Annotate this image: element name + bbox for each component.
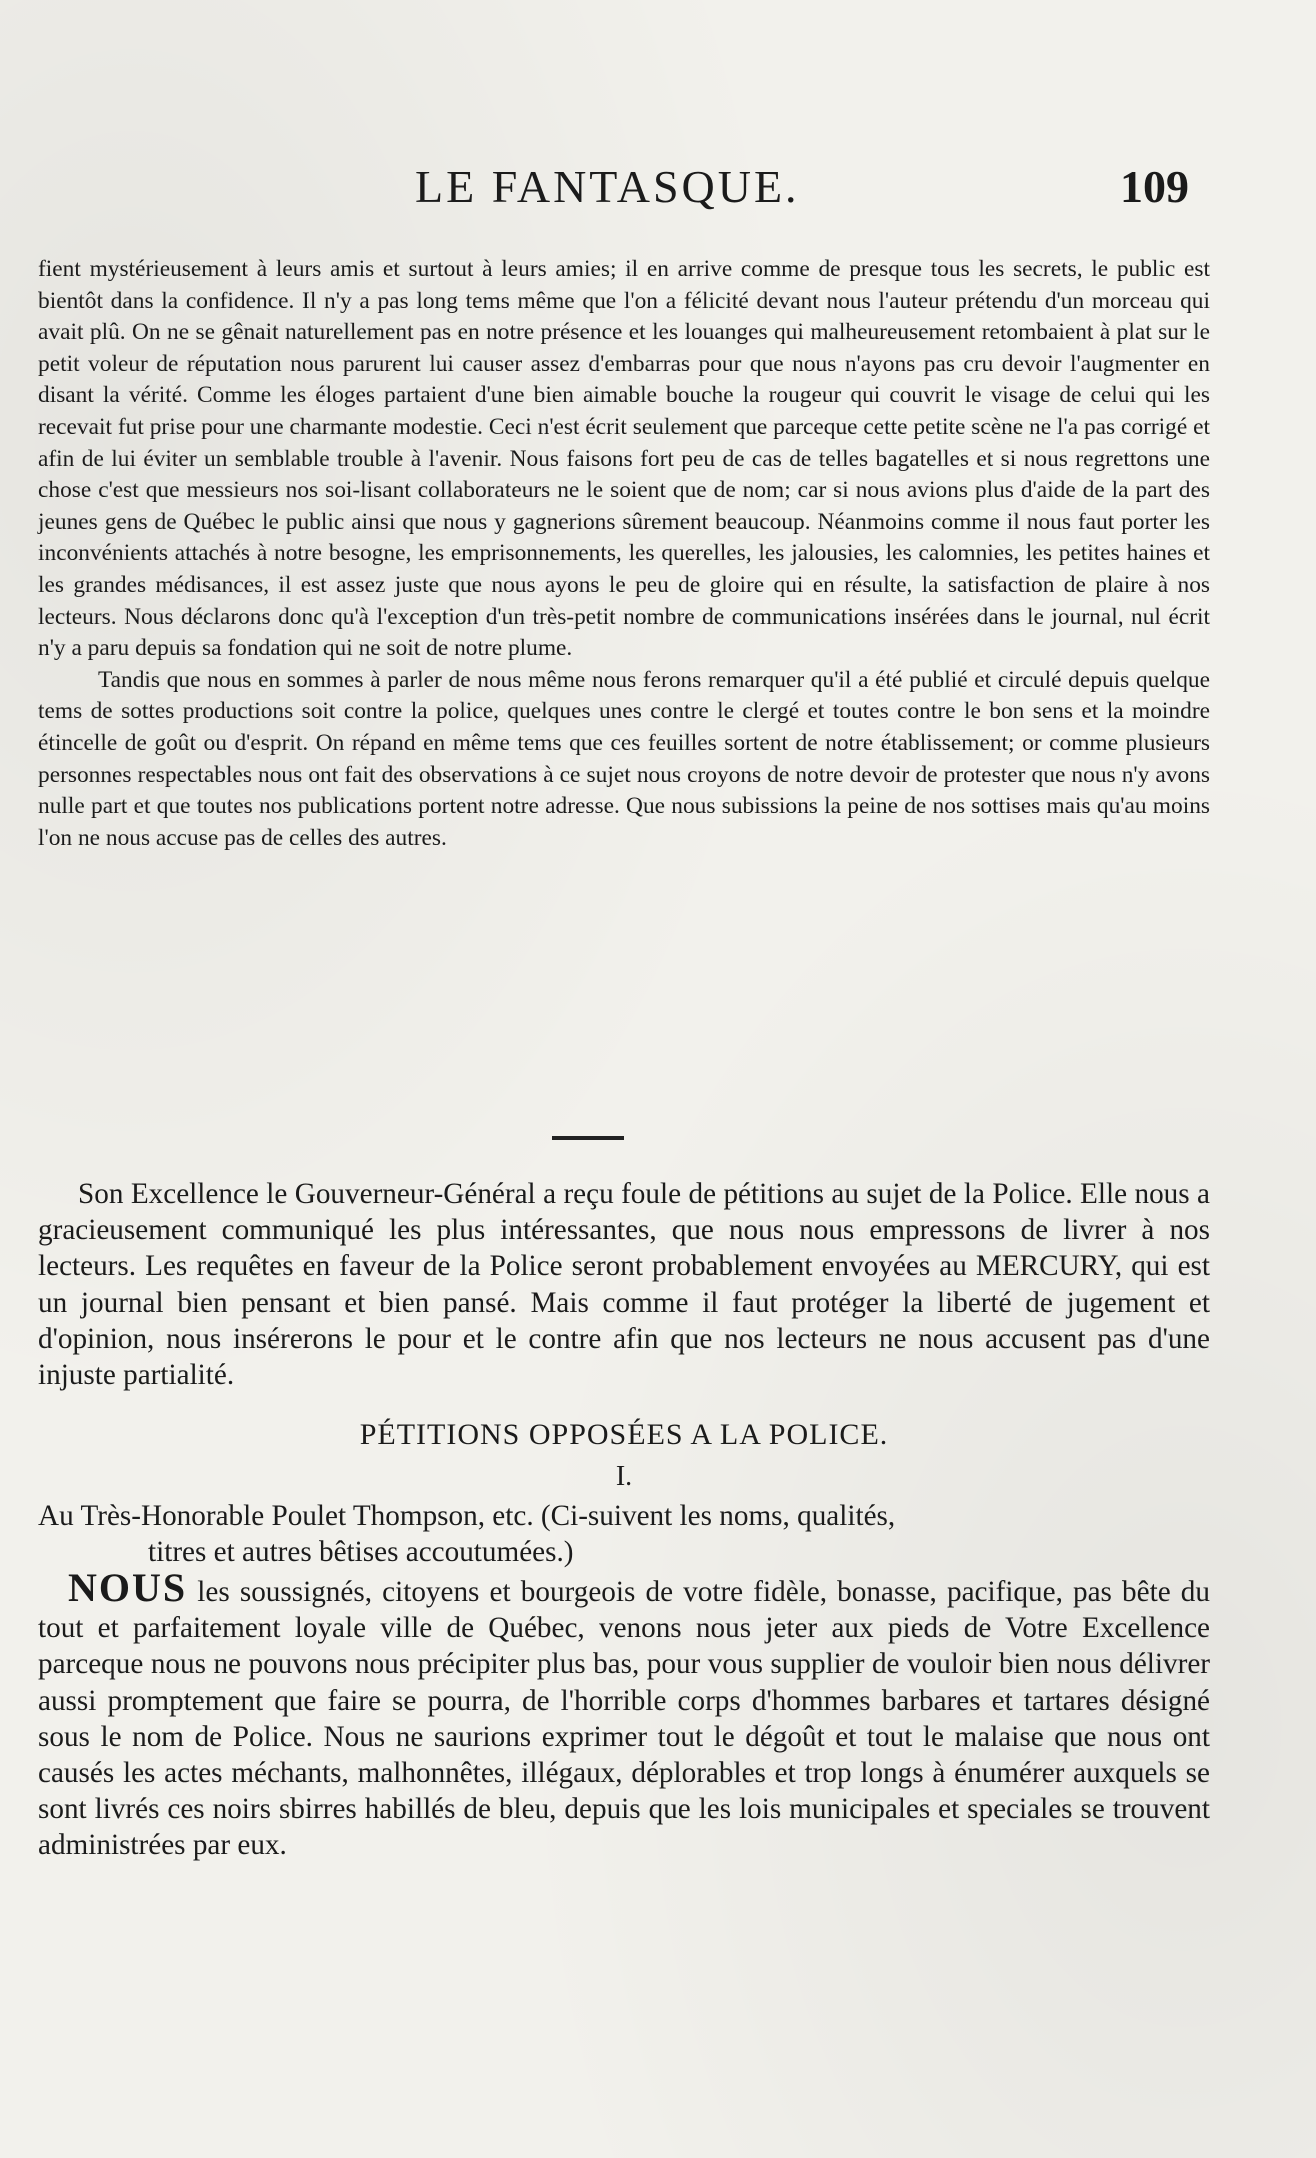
section-heading: PÉTITIONS OPPOSÉES A LA POLICE. <box>359 1418 889 1452</box>
running-title: LE FANTASQUE. <box>415 161 800 212</box>
address-line: titres et autres bêtises accoutumées.) <box>148 1535 574 1568</box>
paragraph: fient mystérieusement à leurs amis et surtout à leurs amies; il en arrive comme de presque tous les secrets, le public est bientôt dans la confidence. Il n'y a pas long tems même que l'on a félicité devant nous l'auteur prétendu d'un morceau qui avait plû. On ne se gênait naturellement pas en notre présence et les louanges qui malheureusement retombaient à plat sur le petit voleur de réputation nous parurent lui causer assez d'embarras pour que nous n'ayons pas cru devoir l'augmenter en disant la vérité. Comme les éloges partaient d'une bien aimable bouche la rougeur qui couvrit le visage de celui qui les recevait fut prise pour une charmante modestie. Ceci n'est écrit seulement que parceque cette petite scène ne l'a pas corrigé et afin de lui éviter un semblable trouble à l'avenir. Nous faisons fort peu de cas de telles bagatelles et si nous regrettons une chose c'est que messieurs nos soi-lisant collaborateurs ne le soient que de nom; car si nous avions plus d'aide de la part des jeunes gens de Québec le public ainsi que nous y gagnerions sûrement beaucoup. Néanmoins comme il nous faut porter les inconvénients attachés à notre besogne, les emprisonnements, les querelles, les jalousies, les calomnies, les petites haines et les grandes médisances, il est assez juste que nous ayons le peu de gloire qui en résulte, la satisfaction de plaire à nos lecteurs. Nous déclarons donc qu'à l'exception d'un très-petit nombre de communications insérées dans le journal, nul écrit n'y a paru depuis sa fondation qui ne soit de notre plume. <box>38 256 1210 662</box>
section-divider <box>552 1136 624 1140</box>
page-number: 109 <box>1120 161 1189 212</box>
petition-text: les soussignés, citoyens et bourgeois de votre fidèle, bonasse, pacifique, pas bête du tout et parfaitement loyale ville de Québec, venons nous jeter aux pieds de Votre Excellence parceque nous ne pouvons nous précipiter plus bas, pour vous supplier de vouloir bien nous délivrer aussi promptement que faire se pourra, de l'horrible corps d'hommes barbares et tartares désigné sous le nom de Police. Nous ne saurions exprimer tout le dégoût et tout le malaise que nous ont causés les actes méchants, malhonnêtes, illégaux, déplorables et trop longs à énumérer auxquels se sont livrés ces noirs sbirres habillés de bleu, depuis que les lois municipales et speciales se trouvent administrées par eux. <box>38 1576 1210 1862</box>
petitions-article <box>38 1176 1210 1864</box>
petition-body <box>38 1565 1210 1864</box>
article-continuation <box>38 254 1210 854</box>
petition-numeral: I. <box>615 1461 633 1493</box>
petition-address <box>38 1498 1210 1570</box>
article-intro: Son Excellence le Gouverneur-Général a reçu foule de pétitions au sujet de la Police. Elle nous a gracieusement communiqué les plus intéressantes, que nous nous empressons de livrer à nos lecteurs. Les requêtes en faveur de la Police seront probablement envoyées au MERCURY, qui est un journal bien pensant et bien pansé. Mais comme il faut protéger la liberté de jugement et d'opinion, nous insérerons le pour et le contre afin que nos lecteurs ne nous accusent pas d'une injuste partialité. <box>38 1178 1210 1392</box>
paragraph: Tandis que nous en sommes à parler de nous même nous ferons remarquer qu'il a été publié et circulé depuis quelque tems de sottes productions soit contre la police, quelques unes contre le clergé et toutes contre le bon sens et la moindre étincelle de goût ou d'esprit. On répand en même tems que ces feuilles sortent de notre établissement; or comme plusieurs personnes respectables nous ont fait des observations à ce sujet nous croyons de notre devoir de protester que nous n'y avons nulle part et que toutes nos publications portent notre adresse. Que nous subissions la peine de nos sottises mais qu'au moins l'on ne nous accuse pas de celles des autres. <box>38 666 1210 851</box>
address-line: Au Très-Honorable Poulet Thompson, etc. (Ci-suivent les noms, qualités, <box>38 1499 896 1532</box>
running-head <box>0 160 1316 220</box>
petition-dropword: NOUS <box>68 1565 188 1611</box>
